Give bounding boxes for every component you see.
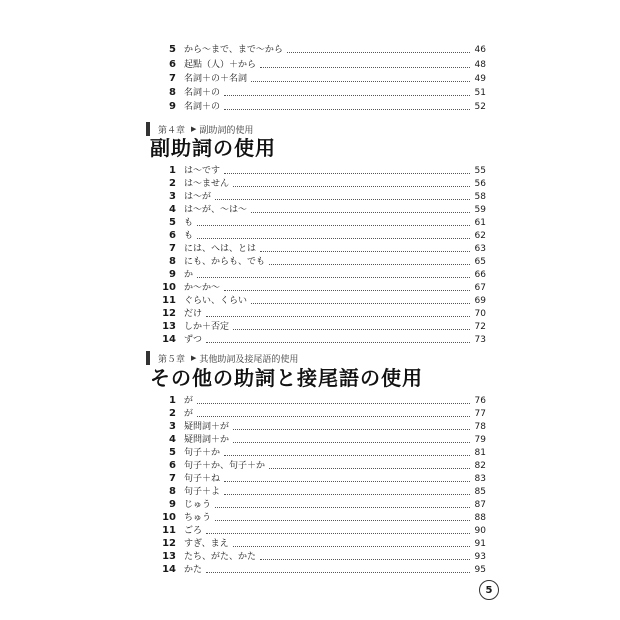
chapter-label: 第４章 [158, 125, 186, 136]
entry-title: 句子＋ね [184, 474, 221, 484]
entry-page: 76 [474, 396, 486, 406]
leader-dots [233, 442, 470, 443]
entry-number: 9 [169, 269, 176, 280]
entry-number: 8 [169, 256, 176, 267]
entry-number: 12 [162, 308, 176, 319]
toc-entry[interactable] [158, 484, 486, 498]
entry-page: 69 [474, 296, 486, 306]
entry-number: 7 [169, 243, 176, 254]
entry-number: 5 [169, 447, 176, 458]
leader-dots [224, 173, 470, 174]
entry-title: じゅう [184, 500, 212, 510]
toc-entry[interactable] [158, 241, 486, 255]
entry-page: 49 [474, 74, 486, 84]
entry-number: 13 [162, 321, 176, 332]
entry-number: 14 [162, 334, 176, 345]
chapter-subtitle: 副助詞的使用 [199, 125, 254, 136]
triangle-icon: ▶ [191, 125, 197, 133]
entry-number: 2 [169, 408, 176, 419]
entry-title: すぎ、まえ [184, 539, 229, 549]
triangle-icon: ▶ [191, 354, 197, 362]
toc-entry[interactable] [158, 215, 486, 229]
entry-page: 90 [474, 526, 486, 536]
entry-page: 56 [474, 179, 486, 189]
entry-page: 72 [474, 322, 486, 332]
leader-dots [206, 342, 470, 343]
toc-entry[interactable] [158, 57, 486, 71]
chapter-4-title: 副助詞の使用 [150, 136, 276, 160]
entry-page: 67 [474, 283, 486, 293]
entry-title: しか＋否定 [184, 322, 230, 332]
toc-entry[interactable] [158, 176, 486, 190]
leader-dots [251, 212, 470, 213]
entry-title: かた [184, 565, 203, 575]
entry-page: 65 [474, 257, 486, 267]
page-number-badge: 5 [479, 580, 499, 600]
entry-title: ずつ [184, 335, 203, 345]
entry-page: 51 [474, 88, 486, 98]
entry-number: 9 [169, 499, 176, 510]
toc-entry[interactable] [158, 523, 486, 537]
entry-page: 52 [474, 102, 486, 112]
toc-entry[interactable] [158, 471, 486, 485]
toc-entry[interactable] [158, 445, 486, 459]
entry-title: 起點（人）＋から [184, 60, 257, 70]
entry-title: 名詞＋の [184, 88, 221, 98]
entry-title: には、へは、とは [184, 244, 257, 254]
entry-title: か〜か〜 [184, 283, 221, 293]
entry-number: 11 [162, 525, 176, 536]
entry-page: 59 [474, 205, 486, 215]
leader-dots [224, 455, 470, 456]
entry-page: 66 [474, 270, 486, 280]
toc-entry[interactable] [158, 549, 486, 563]
toc-entry[interactable] [158, 202, 486, 216]
toc-entry[interactable] [158, 332, 486, 346]
chapter-marker-bar [146, 122, 150, 136]
leader-dots [197, 416, 470, 417]
entry-title: は〜が [184, 192, 212, 202]
leader-dots [224, 481, 470, 482]
toc-entry[interactable] [158, 406, 486, 420]
leader-dots [233, 186, 470, 187]
leader-dots [251, 81, 470, 82]
toc-entry[interactable] [158, 306, 486, 320]
leader-dots [206, 316, 470, 317]
chapter-4-header [146, 121, 253, 137]
entry-page: 62 [474, 231, 486, 241]
entry-title: も [184, 231, 194, 241]
leader-dots [224, 290, 470, 291]
entry-title: だけ [184, 309, 203, 319]
leader-dots [197, 277, 470, 278]
toc-entry[interactable] [158, 163, 486, 177]
entry-page: 85 [474, 487, 486, 497]
toc-entry[interactable] [158, 393, 486, 407]
entry-page: 87 [474, 500, 486, 510]
entry-number: 1 [169, 395, 176, 406]
toc-entry[interactable] [158, 267, 486, 281]
entry-page: 79 [474, 435, 486, 445]
leader-dots [233, 329, 470, 330]
entry-page: 46 [474, 45, 486, 55]
entry-number: 7 [169, 73, 176, 84]
toc-entry[interactable] [158, 228, 486, 242]
entry-number: 3 [169, 191, 176, 202]
leader-dots [224, 95, 470, 96]
entry-page: 82 [474, 461, 486, 471]
entry-page: 88 [474, 513, 486, 523]
entry-title: ごろ [184, 526, 203, 536]
entry-number: 6 [169, 59, 176, 70]
leader-dots [197, 225, 470, 226]
entry-number: 2 [169, 178, 176, 189]
entry-page: 77 [474, 409, 486, 419]
entry-number: 1 [169, 165, 176, 176]
entry-number: 6 [169, 460, 176, 471]
entry-title: 句子＋か、句子＋か [184, 461, 266, 471]
leader-dots [260, 251, 470, 252]
leader-dots [233, 429, 470, 430]
toc-entry[interactable] [158, 536, 486, 550]
entry-title: たち、がた、かた [184, 552, 257, 562]
toc-entry[interactable] [158, 510, 486, 524]
entry-page: 63 [474, 244, 486, 254]
leader-dots [269, 468, 470, 469]
entry-title: 疑問詞＋が [184, 422, 230, 432]
entry-title: も [184, 218, 194, 228]
entry-title: 句子＋か [184, 448, 221, 458]
leader-dots [197, 403, 470, 404]
leader-dots [215, 507, 470, 508]
entry-number: 14 [162, 564, 176, 575]
toc-entry[interactable] [158, 497, 486, 511]
entry-number: 8 [169, 87, 176, 98]
entry-number: 6 [169, 230, 176, 241]
leader-dots [269, 264, 470, 265]
entry-number: 13 [162, 551, 176, 562]
entry-page: 93 [474, 552, 486, 562]
entry-page: 95 [474, 565, 486, 575]
leader-dots [251, 303, 470, 304]
entry-number: 5 [169, 44, 176, 55]
entry-page: 58 [474, 192, 486, 202]
entry-number: 3 [169, 421, 176, 432]
entry-title: ちゅう [184, 513, 212, 523]
entry-title: か [184, 270, 194, 280]
toc-entry[interactable] [158, 71, 486, 85]
toc-entry[interactable] [158, 254, 486, 268]
leader-dots [215, 199, 470, 200]
toc-entry[interactable] [158, 319, 486, 333]
chapter-5-title: その他の助詞と接尾語の使用 [150, 366, 423, 390]
entry-title: が [184, 396, 194, 406]
toc-entry[interactable] [158, 85, 486, 99]
toc-entry[interactable] [158, 432, 486, 446]
entry-number: 12 [162, 538, 176, 549]
toc-entry[interactable] [158, 280, 486, 294]
entry-number: 4 [169, 204, 176, 215]
entry-title: は〜ません [184, 179, 230, 189]
entry-number: 8 [169, 486, 176, 497]
entry-title: 名詞＋の＋名詞 [184, 74, 248, 84]
toc-entry[interactable] [158, 293, 486, 307]
entry-number: 10 [162, 282, 176, 293]
entry-number: 5 [169, 217, 176, 228]
entry-number: 10 [162, 512, 176, 523]
leader-dots [224, 494, 470, 495]
leader-dots [224, 109, 470, 110]
entry-title: 句子＋よ [184, 487, 221, 497]
leader-dots [206, 533, 470, 534]
entry-title: 名詞＋の [184, 102, 221, 112]
toc-entry[interactable] [158, 419, 486, 433]
entry-title: 疑問詞＋か [184, 435, 230, 445]
entry-page: 78 [474, 422, 486, 432]
entry-page: 70 [474, 309, 486, 319]
entry-page: 81 [474, 448, 486, 458]
entry-page: 55 [474, 166, 486, 176]
chapter-5-header [146, 350, 298, 366]
leader-dots [260, 559, 470, 560]
entry-page: 73 [474, 335, 486, 345]
entry-title: は〜が、〜は〜 [184, 205, 248, 215]
toc-entry[interactable] [158, 458, 486, 472]
toc-entry[interactable] [158, 562, 486, 576]
entry-page: 48 [474, 60, 486, 70]
leader-dots [206, 572, 470, 573]
entry-page: 83 [474, 474, 486, 484]
leader-dots [287, 52, 470, 53]
entry-number: 7 [169, 473, 176, 484]
toc-entry[interactable] [158, 189, 486, 203]
entry-number: 4 [169, 434, 176, 445]
entry-page: 61 [474, 218, 486, 228]
chapter-label: 第５章 [158, 354, 186, 365]
entry-title: から〜まで、まで〜から [184, 45, 283, 55]
chapter-marker-bar [146, 351, 150, 365]
toc-entry[interactable] [158, 99, 486, 113]
leader-dots [260, 67, 470, 68]
leader-dots [233, 546, 470, 547]
chapter-subtitle: 其他助詞及接尾語的使用 [199, 354, 299, 365]
toc-entry[interactable] [158, 42, 486, 56]
entry-page: 91 [474, 539, 486, 549]
entry-number: 9 [169, 101, 176, 112]
entry-number: 11 [162, 295, 176, 306]
entry-title: は〜です [184, 166, 221, 176]
leader-dots [197, 238, 470, 239]
leader-dots [215, 520, 470, 521]
entry-title: にも、からも、でも [184, 257, 266, 267]
entry-title: ぐらい、くらい [184, 296, 248, 306]
entry-title: が [184, 409, 194, 419]
